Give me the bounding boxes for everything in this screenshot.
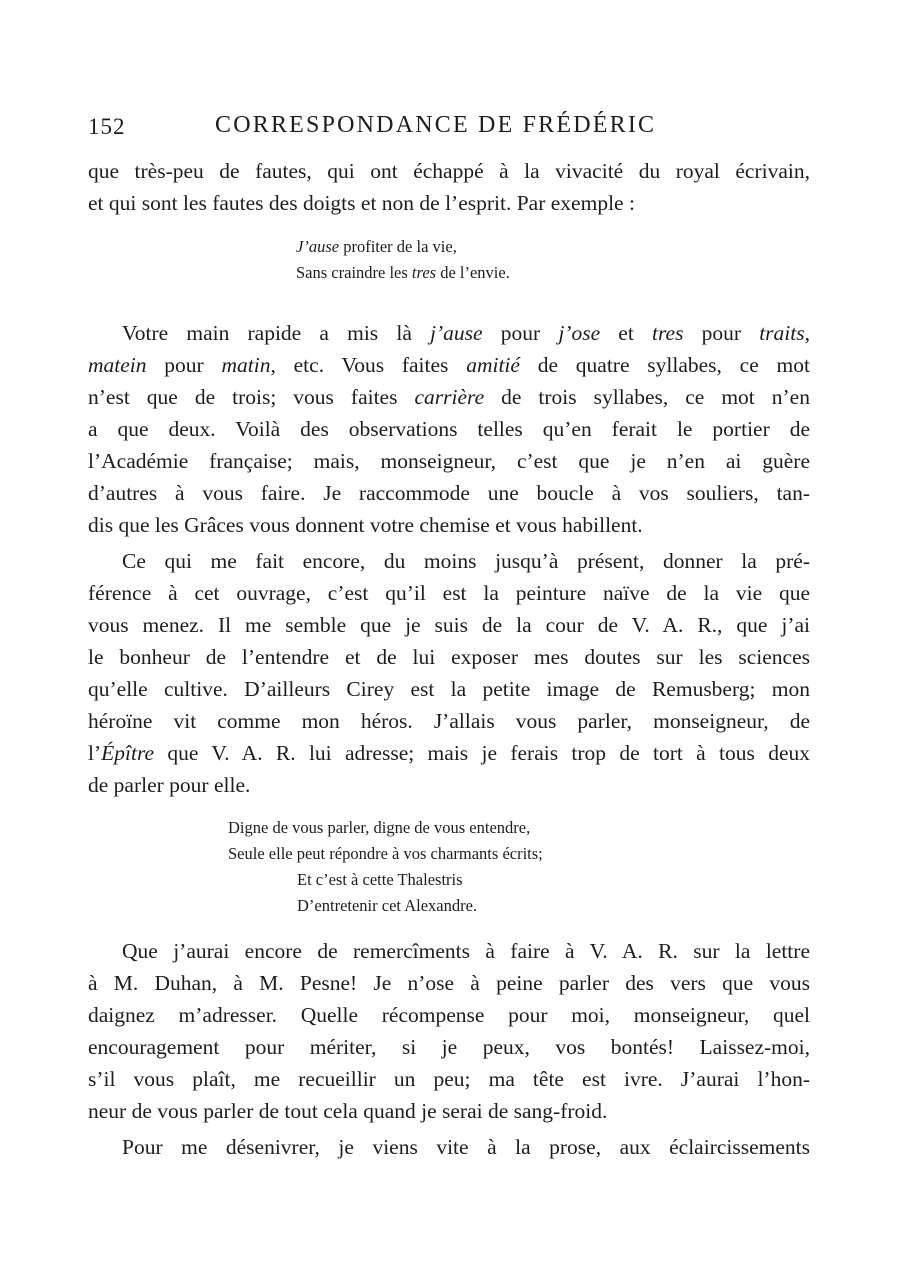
text-line: d’autres à vous faire. Je raccommode une boucle à vos souliers, tan- bbox=[88, 481, 810, 505]
paragraph-3 bbox=[88, 935, 810, 1127]
text-line: férence à cet ouvrage, c’est qu’il est la peinture naïve de la vie que bbox=[88, 581, 810, 605]
text-line: n’est que de trois; vous faites carrière de trois syllabes, ce mot n’en bbox=[88, 385, 810, 409]
verse-line: J’ause profiter de la vie, bbox=[296, 237, 457, 256]
text-line: encouragement pour mériter, si je peux, vos bontés! Laissez-moi, bbox=[88, 1035, 810, 1059]
verse-quote-1 bbox=[296, 234, 510, 286]
text-line: a que deux. Voilà des observations telles qu’en ferait le portier de bbox=[88, 417, 810, 441]
text-line: qu’elle cultive. D’ailleurs Cirey est la petite image de Remusberg; mon bbox=[88, 677, 810, 701]
verse-line: D’entretenir cet Alexandre. bbox=[297, 896, 478, 915]
text-line: Votre main rapide a mis là j’ause pour j’ose et tres pour traits, bbox=[122, 321, 810, 345]
text-line: de parler pour elle. bbox=[88, 773, 251, 797]
italic-word: J’ause bbox=[296, 237, 340, 256]
text-line: neur de vous parler de tout cela quand je serai de sang-froid. bbox=[88, 1099, 608, 1123]
italic-word: tres bbox=[411, 263, 437, 282]
text-line: s’il vous plaît, me recueillir un peu; ma tête est ivre. J’aurai l’hon- bbox=[88, 1067, 810, 1091]
verse-line: Sans craindre les tres de l’envie. bbox=[296, 263, 510, 282]
text-line: vous menez. Il me semble que je suis de la cour de V. A. R., que j’ai bbox=[88, 613, 810, 637]
paragraph-2 bbox=[88, 545, 810, 801]
text-line: que très-peu de fautes, qui ont échappé à la vivacité du royal écrivain, bbox=[88, 159, 810, 183]
verse-line: Digne de vous parler, digne de vous entendre, bbox=[228, 818, 531, 837]
text-line: et qui sont les fautes des doigts et non de l’esprit. Par exemple : bbox=[88, 191, 635, 215]
verse-line: Seule elle peut répondre à vos charmants écrits; bbox=[228, 844, 543, 863]
text-line: dis que les Grâces vous donnent votre chemise et vous habillent. bbox=[88, 513, 643, 537]
text-line: Que j’aurai encore de remercîments à faire à V. A. R. sur la lettre bbox=[122, 939, 810, 963]
text-line: héroïne vit comme mon héros. J’allais vous parler, monseigneur, de bbox=[88, 709, 810, 733]
text-line: le bonheur de l’entendre et de lui exposer mes doutes sur les sciences bbox=[88, 645, 810, 669]
text-line: à M. Duhan, à M. Pesne! Je n’ose à peine parler des vers que vous bbox=[88, 971, 810, 995]
verse-quote-2 bbox=[228, 815, 543, 919]
page-header bbox=[88, 110, 810, 144]
text-line: l’Académie française; mais, monseigneur, c’est que je n’en ai guère bbox=[88, 449, 810, 473]
text-line: daignez m’adresser. Quelle récompense pour moi, monseigneur, quel bbox=[88, 1003, 810, 1027]
running-title: CORRESPONDANCE DE FRÉDÉRIC bbox=[215, 112, 657, 138]
verse-line: Et c’est à cette Thalestris bbox=[297, 870, 463, 889]
text-line: Pour me désenivrer, je viens vite à la prose, aux éclaircissements bbox=[122, 1135, 810, 1159]
intro-paragraph bbox=[88, 155, 810, 219]
text-line: Ce qui me fait encore, du moins jusqu’à présent, donner la pré- bbox=[122, 549, 810, 573]
text-line: l’Épître que V. A. R. lui adresse; mais je ferais trop de tort à tous deux bbox=[88, 741, 810, 765]
paragraph-4 bbox=[88, 1131, 810, 1163]
paragraph-1 bbox=[88, 317, 810, 541]
text-line: matein pour matin, etc. Vous faites amitié de quatre syllabes, ce mot bbox=[88, 353, 810, 377]
page-number: 152 bbox=[88, 114, 126, 139]
